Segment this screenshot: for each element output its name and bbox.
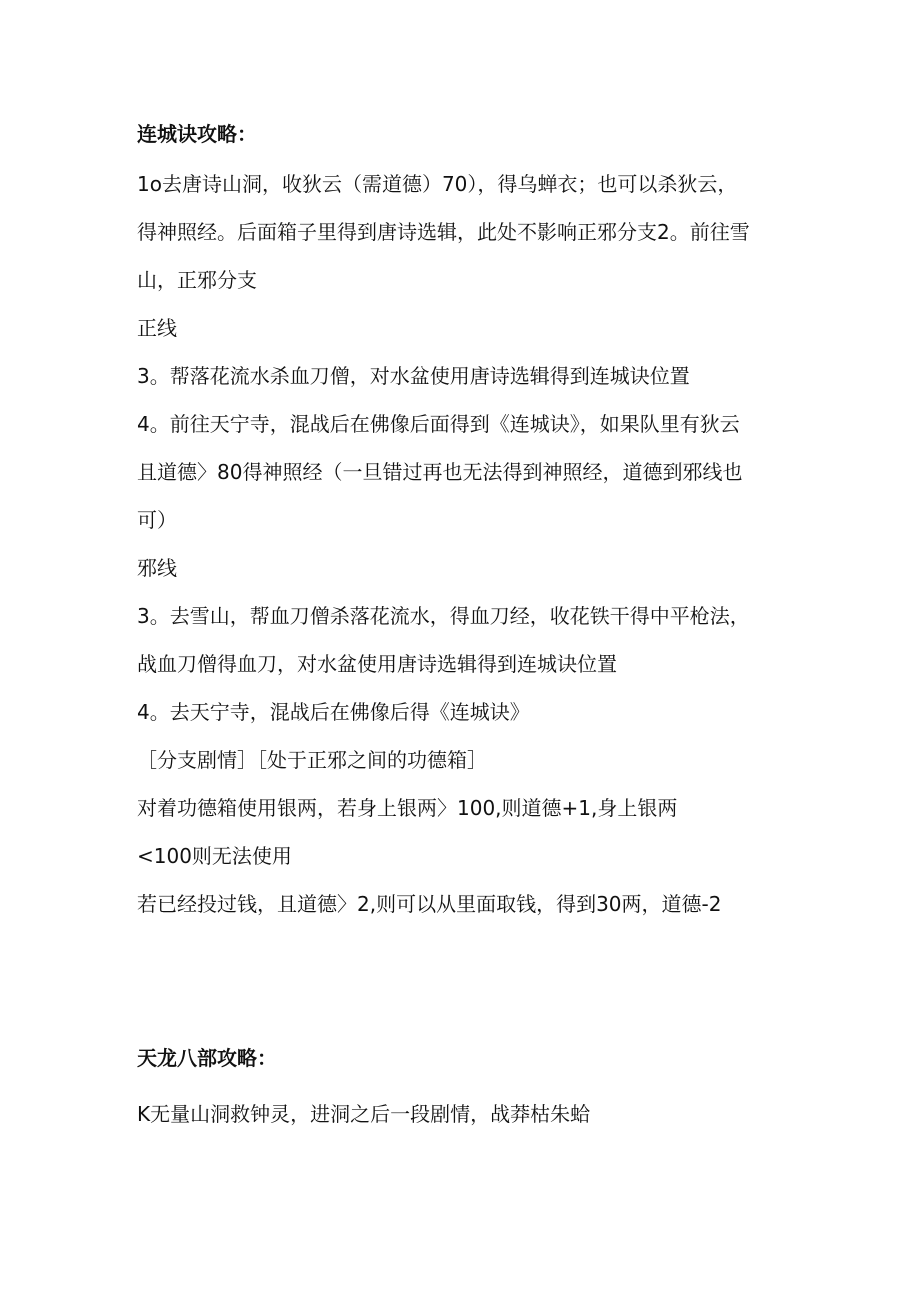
paragraph-line: 且道德〉80得神照经（一旦错过再也无法得到神照经，道德到邪线也 [137, 460, 743, 484]
paragraph-line: 山，正邪分支 [137, 268, 257, 292]
subheading-xiexian: 邪线 [137, 556, 177, 580]
paragraph-line: 4。去天宁寺，混战后在佛像后得《连城诀》 [137, 700, 530, 724]
paragraph-line: ［分支剧情］［处于正邪之间的功德箱］ [137, 748, 487, 772]
section-heading-liancheng: 连城诀攻略： [137, 122, 257, 146]
paragraph-line: 4。前往天宁寺，混战后在佛像后面得到《连城诀》，如果队里有狄云 [137, 412, 740, 436]
paragraph-line: 对着功德箱使用银两，若身上银两〉100,则道德+1,身上银两 [137, 796, 678, 820]
subheading-zhengxian: 正线 [137, 316, 177, 340]
paragraph-line: K无量山洞救钟灵，进洞之后一段剧情，战莽枯朱蛤 [137, 1102, 591, 1126]
paragraph-line: 1o去唐诗山洞，收狄云（需道德）70），得乌蝉衣；也可以杀狄云， [137, 172, 738, 196]
paragraph-line: 得神照经。后面箱子里得到唐诗选辑，此处不影响正邪分支2。前往雪 [137, 220, 750, 244]
paragraph-line: 3。去雪山，帮血刀僧杀落花流水，得血刀经，收花铁干得中平枪法， [137, 604, 750, 628]
section-heading-tianlong: 天龙八部攻略： [137, 1046, 277, 1070]
paragraph-line: 可） [137, 508, 177, 532]
paragraph-line: 战血刀僧得血刀，对水盆使用唐诗选辑得到连城诀位置 [137, 652, 617, 676]
paragraph-line: 3。帮落花流水杀血刀僧，对水盆使用唐诗选辑得到连城诀位置 [137, 364, 690, 388]
paragraph-line: 若已经投过钱，且道德〉2,则可以从里面取钱，得到30两，道德-2 [137, 892, 722, 916]
paragraph-line: <100则无法使用 [137, 844, 292, 868]
